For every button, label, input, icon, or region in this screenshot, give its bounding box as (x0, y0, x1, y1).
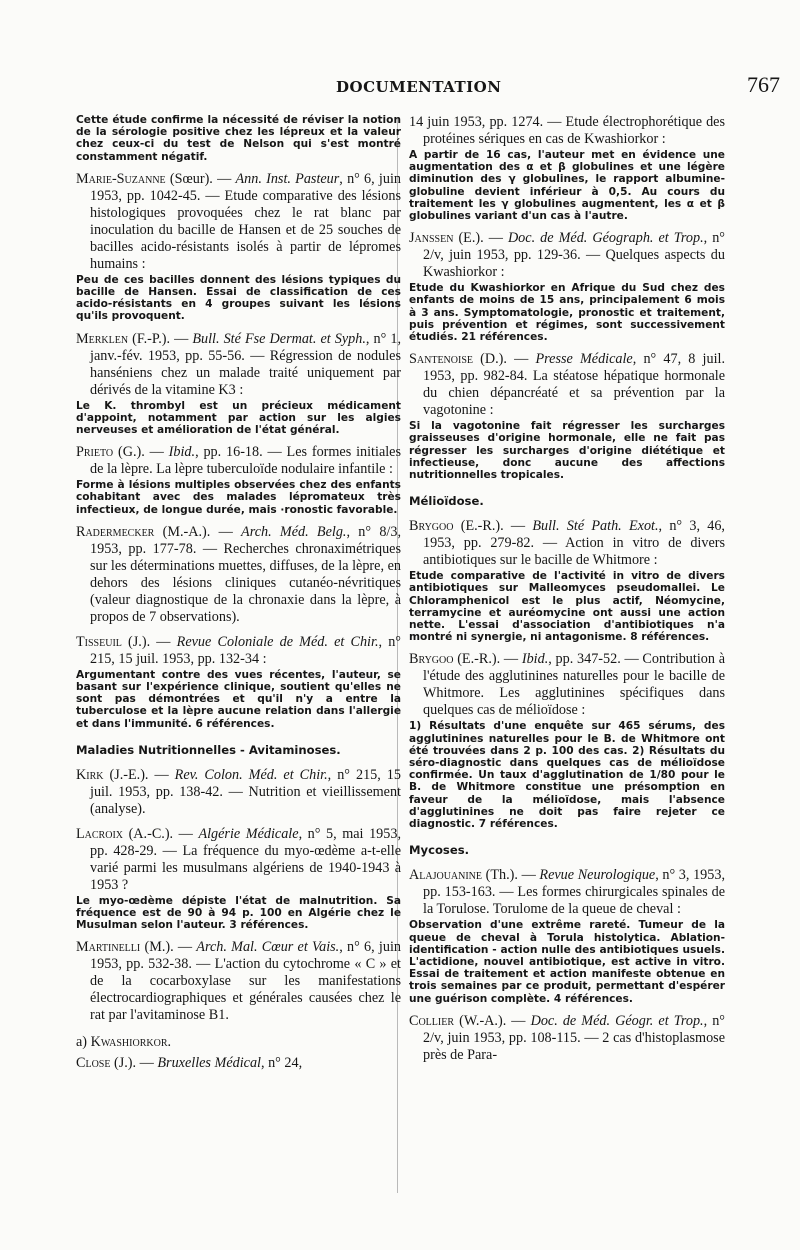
entry-details: , n° 24, (260, 1055, 303, 1072)
summary-text: Le myo-œdème dépiste l'état de malnutrition. Sa fréquence est de 90 à 94 p. 100 en Algérie chez le Musulman selon l'auteur. 3 références. (76, 894, 401, 932)
author: Lacroix (76, 825, 124, 842)
author: Alajouanine (409, 867, 483, 884)
entry-details: , n° 1, janv.-fév. 1953, pp. 55-56. — Régression de nodules hanséniens chez un malade traité uniquement par dérivés de la vitamine K3 : (90, 330, 401, 398)
entry-details: , n° 6, juin 1953, pp. 1042-45. — Etude comparative des lésions histologiques provoquées chez le rat blanc par inoculation du bacille de Hansen et de 25 souches de bacilles acido-résistants isolés à partir de lépromes humains : (90, 170, 401, 272)
section-heading: Mélioïdose. (409, 494, 484, 509)
entry-details: , pp. 347-52. — Contribution à l'étude des agglutinines naturelles pour le bacille de Whitmore. Les agglutinines spécifiques dans quelques cas de mélioïdose : (423, 651, 725, 719)
summary-text: Peu de ces bacilles donnent des lésions typiques du bacille de Hansen. Essai de classification de ces acido-résistants en 4 groupes suivant les lésions qu'ils provoquent. (76, 273, 401, 323)
journal: Revue Coloniale de Méd. et Chir. (176, 633, 379, 650)
journal: Ibid. (168, 444, 196, 461)
journal: Bruxelles Médical (157, 1055, 261, 1072)
author: Kirk (76, 766, 104, 783)
author: Brygoo (409, 651, 454, 668)
subheading: a) Kwashiorkor. (76, 1034, 172, 1051)
entry-details: , n° 47, 8 juil. 1953, pp. 982-84. La stéatose hépatique hormonale du chien dépancréaté et sa prévention par la vagotonine : (423, 351, 726, 419)
author: Santenoise (409, 351, 473, 368)
entry-details: , n° 5, mai 1953, pp. 428-29. — La fréquence du myo-œdème a-t-elle varié parmi les musulmans algériens de 1940-1943 à 1953 ? (90, 825, 401, 893)
entry-details: , n° 2/v, juin 1953, pp. 129-36. — Quelques aspects du Kwashiorkor : (423, 230, 725, 281)
summary-text: 1) Résultats d'une enquête sur 465 sérums, des agglutinines naturelles pour le B. de Whitmore ont été trouvées dans 2 p. 100 des cas. 2) Résultats du séro-diagnostic dans quelques cas de mélioïdose confirmée. Un taux d'agglutination de 1/80 pour le B. de Whitmore constitue une présomption en faveur de la mélioïdose, mais l'absence d'agglutinines ne doit pas faire rejeter ce diagnostic. 7 références. (409, 720, 725, 831)
bibliography-entry: Merklen (F.-P.). — Bull. Sté Fse Dermat. et Syph., n° 1, janv.-fév. 1953, pp. 55-56. — Régression de nodules hanséniens chez un malade traité uniquement par dérivés de la vitamine K3 : Le K. thrombyl est un précieux médicament d'appoint, notamment par action sur les algies nerveuses et amélioration de l'état général. (76, 330, 401, 437)
author: Martinelli (76, 939, 141, 956)
author: Janssen (409, 230, 454, 247)
bibliography-entry: Martinelli (M.). — Arch. Mal. Cœur et Vais., n° 6, juin 1953, pp. 532-38. — L'action du cytochrome « C » et de la cocarboxylase sur les manifestations électrocardiographiques et générales causées chez le rat par l'avitaminose B1. (76, 939, 401, 1024)
entry-details: , n° 215, 15 juil. 1953, pp. 138-42. — Nutrition et vieillissement (analyse). (90, 766, 401, 817)
page-number: 767 (747, 72, 780, 97)
journal: Algérie Médicale (198, 825, 299, 842)
author: Close (76, 1055, 111, 1072)
left-column (76, 114, 401, 1073)
journal: Bull. Sté Path. Exot. (532, 518, 659, 535)
running-title: DOCUMENTATION (336, 78, 502, 96)
bibliography-entry: Kirk (J.-E.). — Rev. Colon. Méd. et Chir., n° 215, 15 juil. 1953, pp. 138-42. — Nutrition et vieillissement (analyse). (76, 766, 401, 817)
bibliography-entry: Alajouanine (Th.). — Revue Neurologique, n° 3, 1953, pp. 153-163. — Les formes chirurgicales spinales de la Torulose. Torulome de la queue de cheval : Observation d'une extrême rareté. Tumeur de la queue de cheval à Torula histolytica. Ablation-identification - action nulle des antibiotiques usuels. L'actidione, nouvel antibiotique, est active in vitro. Essai de traitement et action manifeste obtenue en trois semaines par ce produit, permettant d'espérer une guérison complète. 4 références. (409, 867, 725, 1005)
author: Merklen (76, 330, 129, 347)
summary-text: Si la vagotonine fait régresser les surcharges graisseuses d'origine hormonale, elle ne fait pas régresser les surcharges d'origine diététique et infectieuse, donc aucune des affections nutritionnelles tropicales. (409, 420, 725, 482)
author: Prieto (76, 444, 114, 461)
summary-text: Argumentant contre des vues récentes, l'auteur, se basant sur l'expérience clinique, soutient qu'elles ne sont pas démontrées et qu'il n'y a entre la tuberculose et la lèpre aucune relation dans l'allergie et dans l'immunité. 6 références. (76, 668, 401, 730)
entry-continuation: 14 juin 1953, pp. 1274. — Etude électrophorétique des protéines sériques en cas de Kwashiorkor : (409, 114, 725, 147)
journal: Arch. Méd. Belg. (241, 523, 347, 540)
right-column (409, 114, 725, 1065)
entry-details: , pp. 16-18. — Les formes initiales de la lèpre. La lèpre tuberculoïde nodulaire infantile : (90, 444, 401, 478)
bibliography-entry: Brygoo (E.-R.). — Bull. Sté Path. Exot., n° 3, 46, 1953, pp. 279-82. — Action in vitro de divers antibiotiques sur le bacille de Whitmore : Etude comparative de l'activité in vitro de divers antibiotiques sur Malleomyces pseudomallei. Le Chloramphenicol est le plus actif, Néomycine, terramycine et auréomycine ont aussi une action nette. L'essai d'association d'antibiotiques n'a montré ni synergie, ni antagonisme. 8 références. (409, 518, 725, 644)
bibliography-entry: Tisseuil (J.). — Revue Coloniale de Méd. et Chir., n° 215, 15 juil. 1953, pp. 132-34 : Argumentant contre des vues récentes, l'auteur, se basant sur l'expérience clinique, soutient qu'elles ne sont pas démontrées et qu'il n'y a entre la tuberculose et la lèpre aucune relation dans l'allergie et dans l'immunité. 6 références. (76, 633, 401, 730)
bibliography-entry: Prieto (G.). — Ibid., pp. 16-18. — Les formes initiales de la lèpre. La lèpre tuberculoïde nodulaire infantile : Forme à lésions multiples observées chez des enfants cohabitant avec des malades lépromateux très infectieux, de longue durée, mais ·ronostic favorable. (76, 444, 401, 516)
page-header (76, 72, 780, 104)
summary-text: A partir de 16 cas, l'auteur met en évidence une augmentation des α et β globulines et une légère diminution des γ globulines, le rapport albumine-globuline devient inférieur à 0,5. Au cours du traitement les γ globulines augmentent, les α et β globulines variant d'un cas à l'autre. (409, 149, 725, 223)
entry-details: , n° 3, 1953, pp. 153-163. — Les formes chirurgicales spinales de la Torulose. Torulome de la queue de cheval : (423, 867, 725, 918)
bibliography-entry: Radermecker (M.-A.). — Arch. Méd. Belg., n° 8/3, 1953, pp. 177-78. — Recherches chronaximétriques sur les déterminations muettes, diffuses, de la lèpre, en dehors des lésions cliniques cutanéo-névritiques (valeur diagnostique de la chronaxie dans la lèpre, à propos de 7 observations). (76, 523, 401, 625)
journal: Ibid. (521, 651, 549, 668)
section-heading: Maladies Nutritionnelles - Avitaminoses. (76, 742, 341, 757)
summary-text: Le K. thrombyl est un précieux médicament d'appoint, notamment par action sur les algies nerveuses et amélioration de l'état général. (76, 399, 401, 437)
summary-text: Observation d'une extrême rareté. Tumeur de la queue de cheval à Torula histolytica. Ablation-identification - action nulle des antibiotiques usuels. L'actidione, nouvel antibiotique, est active in vitro. Essai de traitement et action manifeste obtenue en trois semaines par ce produit, permettant d'espérer une guérison complète. 4 références. (409, 919, 725, 1005)
entry-details: , n° 3, 46, 1953, pp. 279-82. — Action in vitro de divers antibiotiques sur le bacille de Whitmore : (423, 518, 725, 569)
section-heading: Mycoses. (409, 843, 470, 858)
bibliography-entry: Santenoise (D.). — Presse Médicale, n° 47, 8 juil. 1953, pp. 982-84. La stéatose hépatique hormonale du chien dépancréaté et sa prévention par la vagotonine : Si la vagotonine fait régresser les surcharges graisseuses d'origine hormonale, elle ne fait pas régresser les surcharges d'origine diététique et infectieuse, donc aucune des affections nutritionnelles tropicales. (409, 351, 726, 482)
summary-text: Cette étude confirme la nécessité de réviser la notion de la sérologie positive chez les lépreux et la valeur chez ceux-ci du test de Nelson qui s'est montré constamment négatif. (76, 114, 401, 163)
summary-text: Etude du Kwashiorkor en Afrique du Sud chez des enfants de moins de 15 ans, principalement 6 mois à 3 ans. Symptomatologie, pronostic et traitement, puis prévention et régimes, sont successivement étudiés. 21 références. (409, 282, 725, 344)
journal: Doc. de Méd. Géogr. et Trop. (530, 1012, 704, 1029)
bibliography-entry: Marie-Suzanne (Sœur). — Ann. Inst. Pasteur, n° 6, juin 1953, pp. 1042-45. — Etude comparative des lésions histologiques provoquées chez le rat blanc par inoculation du bacille de Hansen et de 25 souches de bacilles acido-résistants isolés à partir de lépromes humains : Peu de ces bacilles donnent des lésions typiques du bacille de Hansen. Essai de classification de ces acido-résistants en 4 groupes suivant les lésions qu'ils provoquent. (76, 170, 401, 323)
author: Radermecker (76, 523, 155, 540)
entry-details: , n° 2/v, juin 1953, pp. 108-115. — 2 cas d'histoplasmose près de Para- (423, 1012, 725, 1063)
author: Brygoo (409, 518, 454, 535)
bibliography-entry: Lacroix (A.-C.). — Algérie Médicale, n° 5, mai 1953, pp. 428-29. — La fréquence du myo-œdème a-t-elle varié parmi les musulmans algériens de 1940-1943 à 1953 ? Le myo-œdème dépiste l'état de malnutrition. Sa fréquence est de 90 à 94 p. 100 en Algérie chez le Musulman selon l'auteur. 3 références. (76, 825, 401, 932)
journal: Revue Neurologique (539, 867, 656, 884)
journal: Bull. Sté Fse Dermat. et Syph. (192, 330, 366, 347)
journal: Arch. Mal. Cœur et Vais. (196, 939, 340, 956)
entry-details: , n° 8/3, 1953, pp. 177-78. — Recherches chronaximétriques sur les déterminations muettes, diffuses, de la lèpre, en dehors des lésions cliniques cutanéo-névritiques (valeur diagnostique de la chronaxie dans la lèpre, à propos de 7 observations). (90, 523, 401, 625)
bibliography-entry: Close (J.). — Bruxelles Médical, n° 24, (76, 1055, 303, 1072)
entry-details: , n° 6, juin 1953, pp. 532-38. — L'action du cytochrome « C » et de la cocarboxylase sur les manifestations électrocardiographiques et générales causées chez le rat par l'avitaminose B1. (90, 939, 401, 1024)
summary-text: Etude comparative de l'activité in vitro de divers antibiotiques sur Malleomyces pseudomallei. Le Chloramphenicol est le plus actif, Néomycine, terramycine et auréomycine ont aussi une action nette. L'essai d'association d'antibiotiques n'a montré ni synergie, ni antagonisme. 8 références. (409, 570, 725, 644)
bibliography-entry: Brygoo (E.-R.). — Ibid., pp. 347-52. — Contribution à l'étude des agglutinines naturelles pour le bacille de Whitmore. Les agglutinines spécifiques dans quelques cas de mélioïdose : 1) Résultats d'une enquête sur 465 sérums, des agglutinines naturelles pour le B. de Whitmore ont été trouvées dans 2 p. 100 des cas. 2) Résultats du séro-diagnostic dans quelques cas de mélioïdose confirmée. Un taux d'agglutination de 1/80 pour le B. de Whitmore constitue une présomption en faveur de la mélioïdose, mais l'absence d'agglutinines ne doit pas faire rejeter ce diagnostic. 7 références. (409, 651, 725, 831)
author: Marie-Suzanne (76, 170, 166, 187)
entry-details: , n° 215, 15 juil. 1953, pp. 132-34 : (90, 633, 401, 667)
journal: Ann. Inst. Pasteur (235, 170, 340, 187)
bibliography-entry: Collier (W.-A.). — Doc. de Méd. Géogr. et Trop., n° 2/v, juin 1953, pp. 108-115. — 2 cas d'histoplasmose près de Para- (409, 1012, 725, 1063)
journal: Doc. de Méd. Géograph. et Trop. (507, 230, 704, 247)
bibliography-entry: Janssen (E.). — Doc. de Méd. Géograph. et Trop., n° 2/v, juin 1953, pp. 129-36. — Quelques aspects du Kwashiorkor : Etude du Kwashiorkor en Afrique du Sud chez des enfants de moins de 15 ans, principalement 6 mois à 3 ans. Symptomatologie, pronostic et traitement, puis prévention et régimes, sont successivement étudiés. 21 références. (409, 230, 725, 344)
author: Collier (409, 1012, 455, 1029)
author: Tisseuil (76, 633, 122, 650)
journal: Presse Médicale (535, 351, 633, 368)
journal: Rev. Colon. Méd. et Chir. (174, 766, 328, 783)
summary-text: Forme à lésions multiples observées chez des enfants cohabitant avec des malades lépromateux très infectieux, de longue durée, mais ·ronostic favorable. (76, 479, 401, 516)
